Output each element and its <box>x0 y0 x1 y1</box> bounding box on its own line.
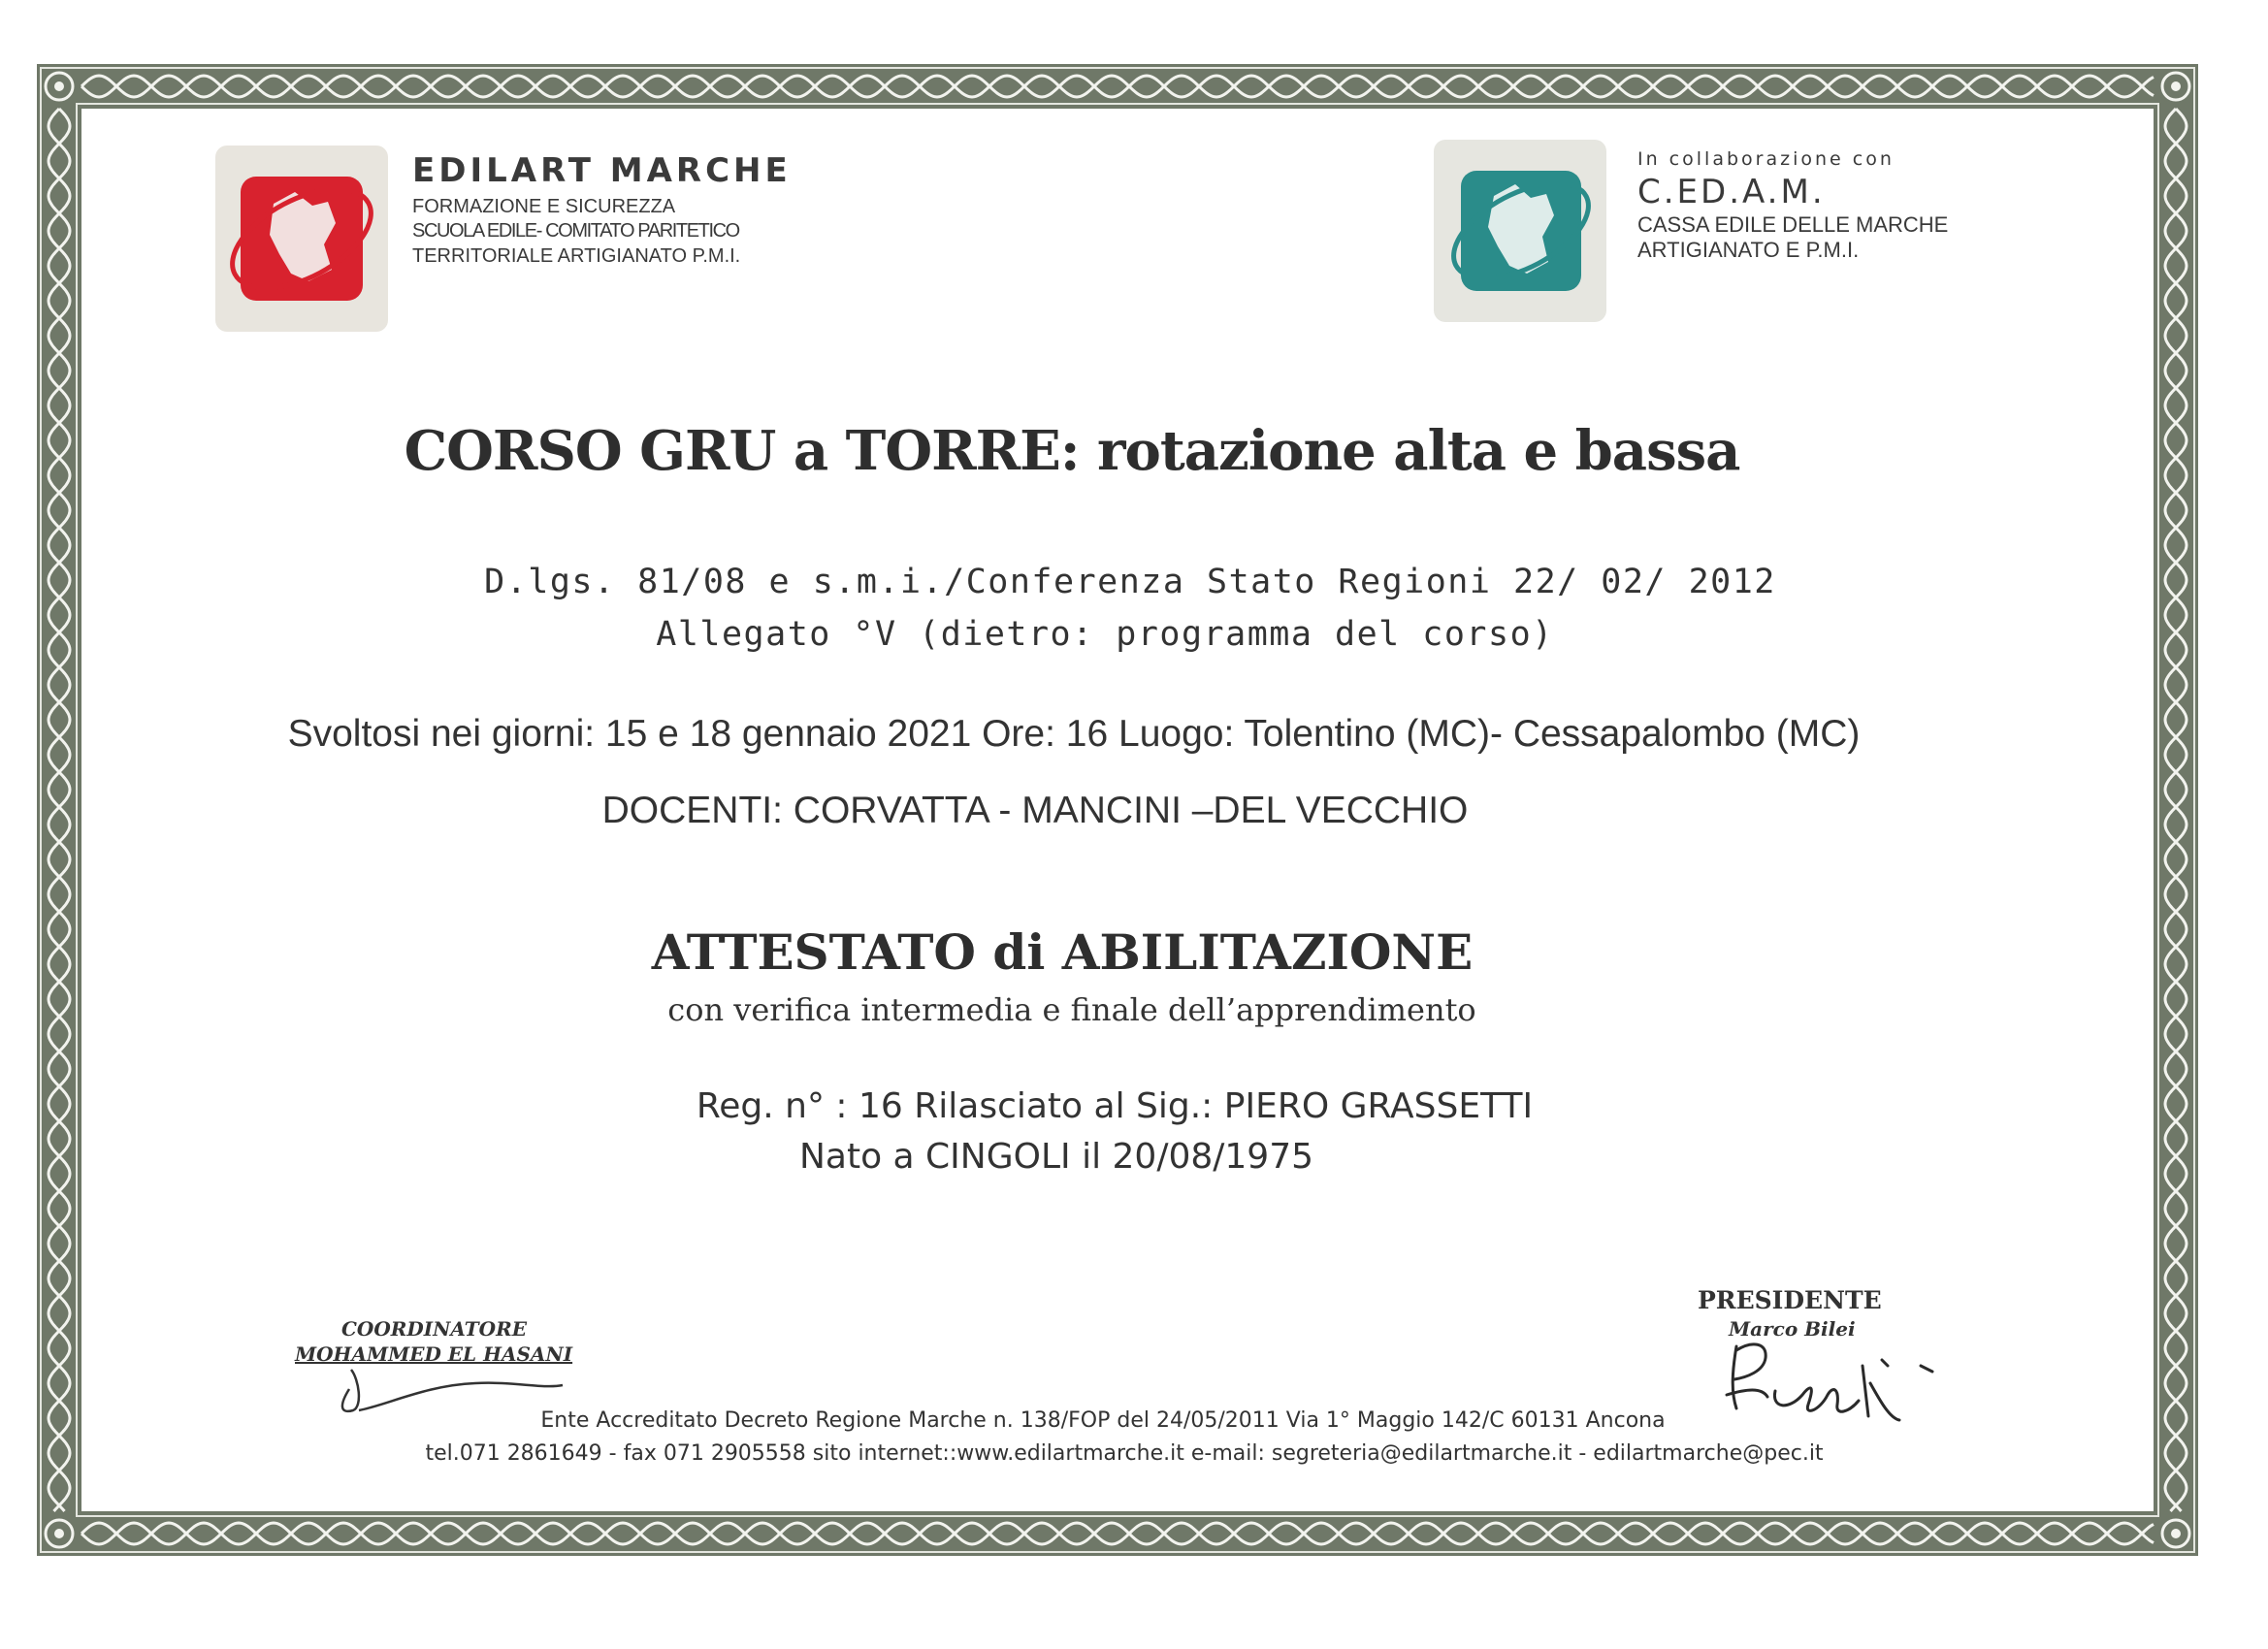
cedam-logo <box>1434 140 1606 322</box>
edilart-logo <box>215 146 388 332</box>
cedam-line-1: CASSA EDILE DELLE MARCHE <box>1637 212 1949 237</box>
president-name: Marco Bilei <box>1729 1317 1856 1341</box>
course-dates: Svoltosi nei giorni: 15 e 18 gennaio 2021 Ore: 16 Luogo: Tolentino (MC)- Cessapalombo (MC) <box>287 713 1861 755</box>
edilart-line-1: FORMAZIONE E SICUREZZA <box>412 196 676 217</box>
footer-contacts: tel.071 2861649 - fax 071 2905558 sito internet::www.edilartmarche.it e-mail: segreteria@edilartmarche.it - edilartmarche@pec.it <box>425 1441 1824 1466</box>
cedam-name: C.ED.A.M. <box>1637 173 1826 211</box>
law-reference: D.lgs. 81/08 e s.m.i./Conferenza Stato Regioni 22/ 02/ 2012 <box>484 563 1776 601</box>
certificate-title: ATTESTATO di ABILITAZIONE <box>651 923 1474 981</box>
annex-reference: Allegato °V (dietro: programma del corso) <box>656 615 1554 654</box>
collaboration-label: In collaborazione con <box>1637 148 1895 170</box>
birth-line: Nato a CINGOLI il 20/08/1975 <box>798 1137 1314 1177</box>
course-teachers: DOCENTI: CORVATTA - MANCINI –DEL VECCHIO <box>601 790 1469 831</box>
coordinator-name: MOHAMMED EL HASANI <box>295 1342 573 1366</box>
course-title: CORSO GRU a TORRE: rotazione alta e bassa <box>404 419 1740 483</box>
edilart-line-2: SCUOLA EDILE- COMITATO PARITETICO <box>412 220 739 242</box>
president-title: PRESIDENTE <box>1698 1286 1882 1314</box>
footer-accreditation: Ente Accreditato Decreto Regione Marche n. 138/FOP del 24/05/2011 Via 1° Maggio 142/C 60131 Ancona <box>540 1408 1666 1433</box>
edilart-line-3: TERRITORIALE ARTIGIANATO P.M.I. <box>412 245 741 267</box>
coordinator-title: COORDINATORE <box>341 1317 527 1341</box>
edilart-name: EDILART MARCHE <box>412 151 792 190</box>
cedam-line-2: ARTIGIANATO E P.M.I. <box>1637 238 1860 262</box>
certificate-subtitle: con verifica intermedia e finale dell’apprendimento <box>667 991 1476 1028</box>
registration-line: Reg. n° : 16 Rilasciato al Sig.: PIERO GRASSETTI <box>696 1086 1534 1126</box>
